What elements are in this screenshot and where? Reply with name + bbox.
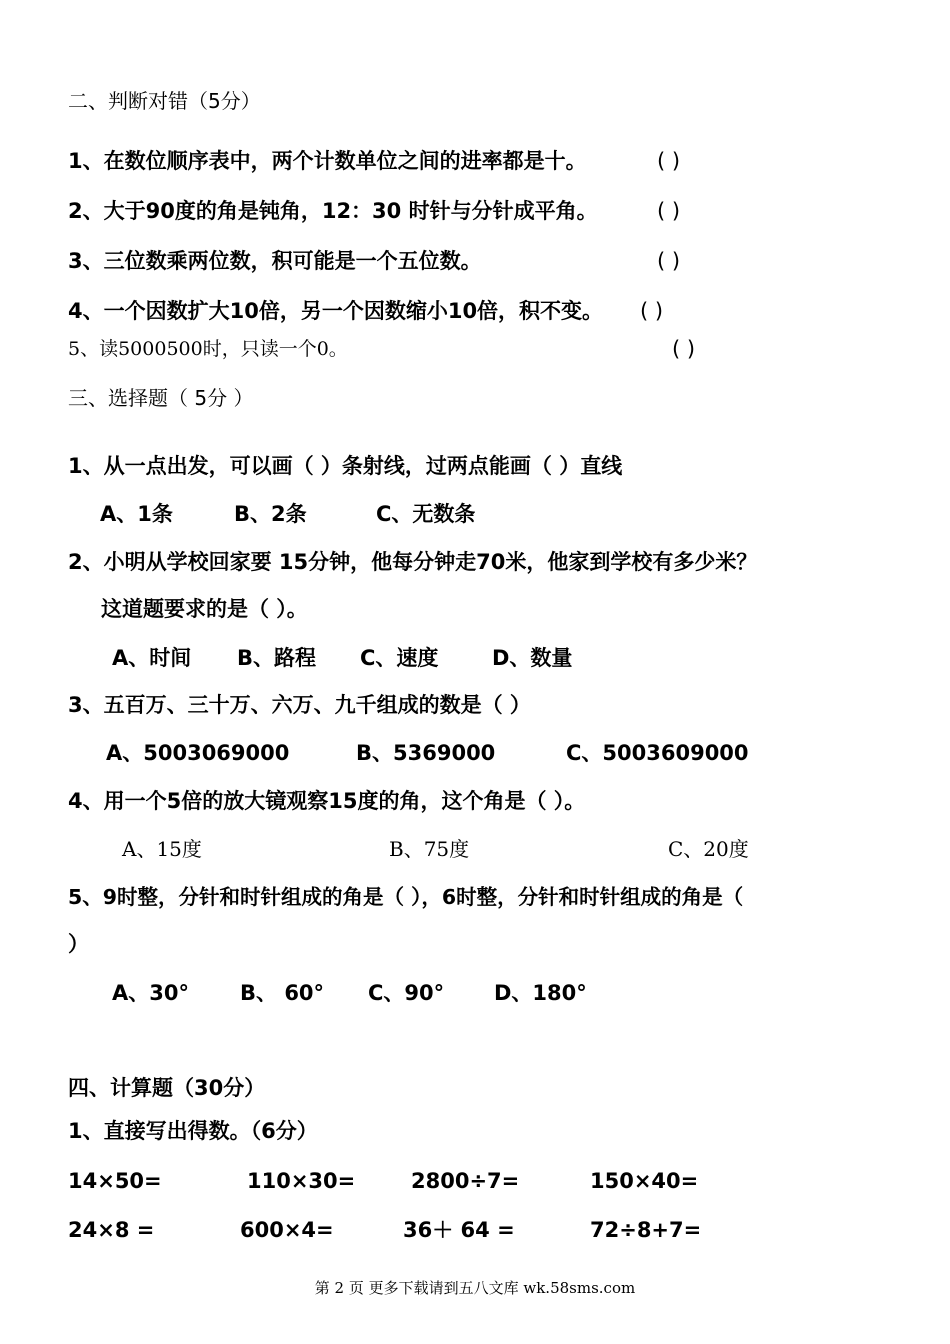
calc-q1-title: 1、直接写出得数。（6分） — [68, 1119, 318, 1143]
judge-item-2: 2、大于90度的角是钝角，12：30 时针与分针成平角。 — [68, 199, 598, 223]
calc-row-1-item-2: 110×30= — [247, 1169, 356, 1193]
judge-item-5: 5、读5000500时，只读一个0。 — [68, 338, 348, 360]
choice-q4-option-c: C、20度 — [668, 837, 749, 861]
choice-q5-option-b: B、 60° — [240, 981, 325, 1005]
choice-q4-option-b: B、75度 — [389, 837, 470, 861]
choice-q4: 4、用一个5倍的放大镜观察15度的角，这个角是（ ）。 — [68, 789, 586, 813]
choice-q5-option-a: A、30° — [112, 981, 189, 1005]
choice-q1-option-c: C、无数条 — [376, 502, 476, 526]
calc-row-1-item-1: 14×50= — [68, 1169, 162, 1193]
choice-q2-option-a: A、时间 — [112, 646, 192, 670]
judge-answer-2: ( ) — [657, 199, 681, 223]
choice-q5-option-c: C、90° — [368, 981, 445, 1005]
choice-q5-line-1: 5、9时整，分针和时针组成的角是（ ），6时整，分针和时针组成的角是（ — [68, 885, 744, 909]
judge-answer-4: ( ) — [640, 299, 664, 323]
choice-q1-option-a: A、1条 — [100, 502, 173, 526]
choice-q5-option-d: D、180° — [494, 981, 587, 1005]
judge-answer-3: ( ) — [657, 249, 681, 273]
section-3-title: 三、选择题（ 5分 ） — [68, 386, 254, 410]
judge-answer-5: ( ) — [672, 337, 696, 361]
choice-q3-option-a: A、5003069000 — [106, 741, 290, 765]
choice-q1: 1、从一点出发，可以画（ ）条射线，过两点能画（ ）直线 — [68, 454, 623, 478]
page-footer: 第 2 页 更多下载请到五八文库 wk.58sms.com — [314, 1279, 636, 1297]
choice-q3-option-b: B、5369000 — [356, 741, 496, 765]
choice-q2-option-c: C、速度 — [360, 646, 439, 670]
choice-q3-option-c: C、5003609000 — [566, 741, 749, 765]
calc-row-2-item-1: 24×8 = — [68, 1218, 155, 1242]
calc-row-2-item-2: 600×4= — [240, 1218, 334, 1242]
choice-q1-option-b: B、2条 — [234, 502, 307, 526]
calc-row-2-item-4: 72÷8+7= — [590, 1218, 702, 1242]
choice-q2-option-d: D、数量 — [492, 646, 573, 670]
choice-q5-line-2: ） — [68, 932, 89, 956]
judge-item-1: 1、在数位顺序表中，两个计数单位之间的进率都是十。 — [68, 149, 587, 173]
calc-row-2-item-3: 36＋ 64 = — [403, 1218, 515, 1242]
choice-q2-option-b: B、路程 — [237, 646, 317, 670]
choice-q4-option-a: A、15度 — [122, 837, 202, 861]
choice-q2-line-1: 2、小明从学校回家要 15分钟，他每分钟走70米，他家到学校有多少米？ — [68, 550, 758, 574]
section-4-title: 四、计算题（30分） — [68, 1076, 266, 1100]
calc-row-1-item-4: 150×40= — [590, 1169, 699, 1193]
calc-row-1-item-3: 2800÷7= — [411, 1169, 520, 1193]
judge-answer-1: ( ) — [657, 149, 681, 173]
choice-q2-line-2: 这道题要求的是（ ）。 — [101, 597, 308, 621]
judge-item-4: 4、一个因数扩大10倍，另一个因数缩小10倍，积不变。 — [68, 299, 604, 323]
section-2-title: 二、判断对错（5分） — [68, 89, 261, 113]
choice-q3: 3、五百万、三十万、六万、九千组成的数是（ ） — [68, 693, 531, 717]
judge-item-3: 3、三位数乘两位数，积可能是一个五位数。 — [68, 249, 482, 273]
